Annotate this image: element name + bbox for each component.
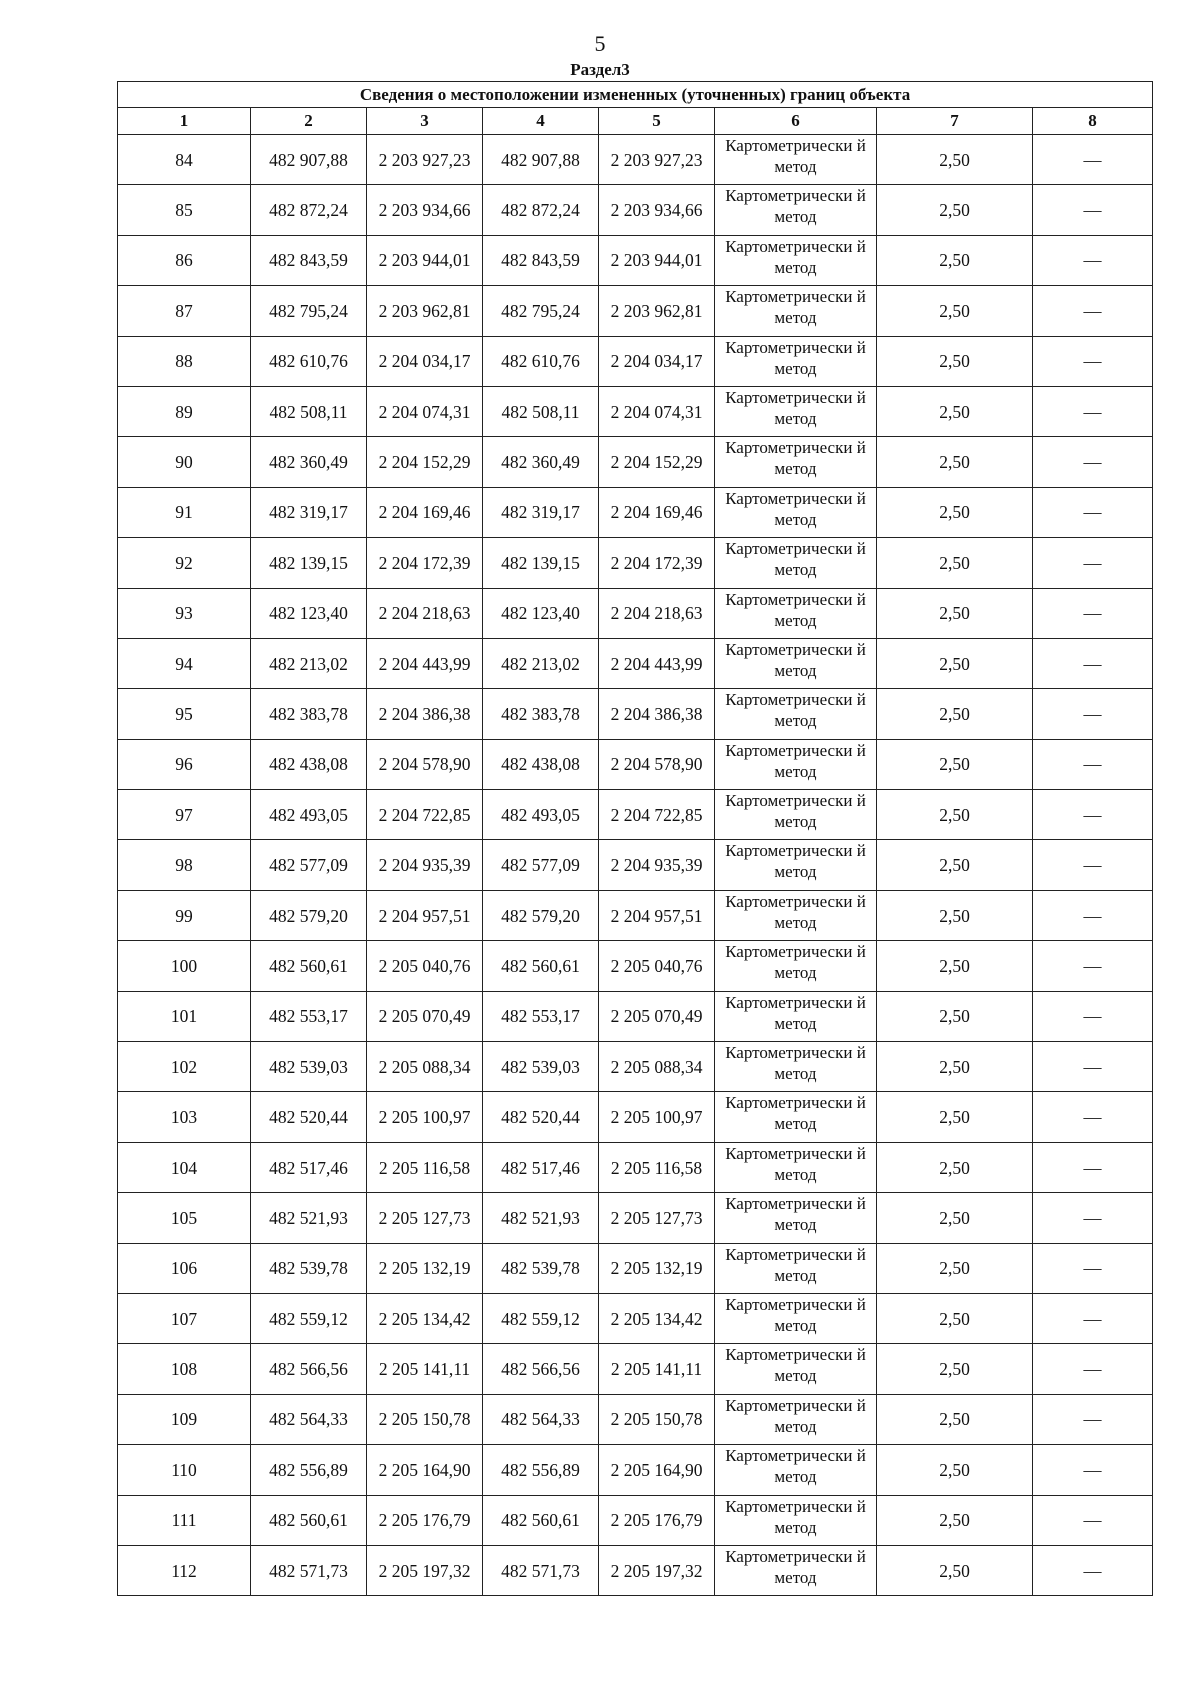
cell-point-number: 101 — [118, 991, 251, 1041]
table-row — [118, 1293, 1153, 1343]
table-row — [118, 1495, 1153, 1545]
cell-description: — — [1033, 185, 1153, 235]
cell-point-number: 102 — [118, 1042, 251, 1092]
cell-y-existing: 2 205 176,79 — [367, 1495, 483, 1545]
cell-point-number: 85 — [118, 185, 251, 235]
cell-accuracy: 2,50 — [877, 1495, 1033, 1545]
table-row — [118, 941, 1153, 991]
section-title: Раздел3 — [570, 60, 630, 79]
cell-y-new: 2 205 116,58 — [599, 1142, 715, 1192]
cell-x-existing: 482 508,11 — [251, 386, 367, 436]
cell-description: — — [1033, 638, 1153, 688]
cell-point-number: 106 — [118, 1243, 251, 1293]
cell-method: Картометрически й метод — [715, 235, 877, 285]
cell-x-existing: 482 517,46 — [251, 1142, 367, 1192]
cell-accuracy: 2,50 — [877, 588, 1033, 638]
cell-x-new: 482 383,78 — [483, 689, 599, 739]
table-row — [118, 135, 1153, 185]
cell-x-new: 482 560,61 — [483, 1495, 599, 1545]
cell-accuracy: 2,50 — [877, 386, 1033, 436]
cell-y-existing: 2 205 116,58 — [367, 1142, 483, 1192]
cell-description: — — [1033, 1042, 1153, 1092]
cell-x-existing: 482 907,88 — [251, 135, 367, 185]
table-row — [118, 1092, 1153, 1142]
cell-x-new: 482 520,44 — [483, 1092, 599, 1142]
cell-y-existing: 2 205 132,19 — [367, 1243, 483, 1293]
cell-method: Картометрически й метод — [715, 386, 877, 436]
cell-x-new: 482 521,93 — [483, 1193, 599, 1243]
cell-description: — — [1033, 588, 1153, 638]
cell-method: Картометрически й метод — [715, 437, 877, 487]
cell-accuracy: 2,50 — [877, 890, 1033, 940]
coordinates-table — [117, 81, 1153, 1596]
table-row — [118, 588, 1153, 638]
cell-x-existing: 482 383,78 — [251, 689, 367, 739]
cell-y-existing: 2 204 935,39 — [367, 840, 483, 890]
table-row — [118, 286, 1153, 336]
cell-method: Картометрически й метод — [715, 135, 877, 185]
cell-y-existing: 2 204 034,17 — [367, 336, 483, 386]
cell-x-new: 482 360,49 — [483, 437, 599, 487]
cell-x-existing: 482 559,12 — [251, 1293, 367, 1343]
cell-x-existing: 482 493,05 — [251, 790, 367, 840]
table-row — [118, 185, 1153, 235]
cell-description: — — [1033, 1344, 1153, 1394]
cell-x-new: 482 559,12 — [483, 1293, 599, 1343]
cell-x-existing: 482 795,24 — [251, 286, 367, 336]
cell-description: — — [1033, 739, 1153, 789]
cell-y-new: 2 205 197,32 — [599, 1545, 715, 1595]
cell-point-number: 108 — [118, 1344, 251, 1394]
table-row — [118, 840, 1153, 890]
cell-description: — — [1033, 689, 1153, 739]
cell-x-new: 482 553,17 — [483, 991, 599, 1041]
cell-point-number: 111 — [118, 1495, 251, 1545]
table-row — [118, 235, 1153, 285]
cell-y-new: 2 205 070,49 — [599, 991, 715, 1041]
cell-method: Картометрически й метод — [715, 1344, 877, 1394]
cell-method: Картометрически й метод — [715, 538, 877, 588]
column-header-7: 7 — [877, 108, 1033, 135]
cell-y-existing: 2 205 088,34 — [367, 1042, 483, 1092]
cell-accuracy: 2,50 — [877, 286, 1033, 336]
table-caption: Сведения о местоположении измененных (уточненных) границ объекта — [118, 82, 1153, 108]
cell-y-new: 2 204 386,38 — [599, 689, 715, 739]
cell-description: — — [1033, 336, 1153, 386]
table-row — [118, 739, 1153, 789]
cell-x-existing: 482 610,76 — [251, 336, 367, 386]
column-header-2: 2 — [251, 108, 367, 135]
cell-method: Картометрически й метод — [715, 1142, 877, 1192]
cell-description: — — [1033, 235, 1153, 285]
cell-y-new: 2 205 127,73 — [599, 1193, 715, 1243]
cell-accuracy: 2,50 — [877, 638, 1033, 688]
cell-point-number: 98 — [118, 840, 251, 890]
cell-y-existing: 2 203 927,23 — [367, 135, 483, 185]
table-row — [118, 1142, 1153, 1192]
cell-accuracy: 2,50 — [877, 1243, 1033, 1293]
cell-x-new: 482 843,59 — [483, 235, 599, 285]
cell-y-new: 2 204 218,63 — [599, 588, 715, 638]
cell-accuracy: 2,50 — [877, 840, 1033, 890]
cell-x-existing: 482 566,56 — [251, 1344, 367, 1394]
cell-accuracy: 2,50 — [877, 1445, 1033, 1495]
column-number-row — [118, 108, 1153, 135]
cell-accuracy: 2,50 — [877, 437, 1033, 487]
cell-x-existing: 482 123,40 — [251, 588, 367, 638]
cell-x-new: 482 539,03 — [483, 1042, 599, 1092]
cell-y-existing: 2 205 127,73 — [367, 1193, 483, 1243]
cell-accuracy: 2,50 — [877, 1394, 1033, 1444]
cell-x-new: 482 571,73 — [483, 1545, 599, 1595]
cell-y-new: 2 205 100,97 — [599, 1092, 715, 1142]
cell-x-existing: 482 560,61 — [251, 1495, 367, 1545]
cell-x-new: 482 517,46 — [483, 1142, 599, 1192]
cell-x-existing: 482 560,61 — [251, 941, 367, 991]
cell-description: — — [1033, 135, 1153, 185]
cell-description: — — [1033, 1142, 1153, 1192]
cell-point-number: 99 — [118, 890, 251, 940]
cell-x-existing: 482 564,33 — [251, 1394, 367, 1444]
table-row — [118, 1344, 1153, 1394]
cell-y-existing: 2 205 100,97 — [367, 1092, 483, 1142]
cell-point-number: 88 — [118, 336, 251, 386]
cell-point-number: 89 — [118, 386, 251, 436]
cell-description: — — [1033, 538, 1153, 588]
cell-x-existing: 482 539,78 — [251, 1243, 367, 1293]
cell-method: Картометрически й метод — [715, 336, 877, 386]
cell-point-number: 103 — [118, 1092, 251, 1142]
table-body — [118, 135, 1153, 1596]
cell-y-new: 2 205 040,76 — [599, 941, 715, 991]
cell-point-number: 92 — [118, 538, 251, 588]
column-header-6: 6 — [715, 108, 877, 135]
cell-x-new: 482 123,40 — [483, 588, 599, 638]
cell-accuracy: 2,50 — [877, 689, 1033, 739]
cell-x-existing: 482 553,17 — [251, 991, 367, 1041]
cell-method: Картометрически й метод — [715, 1243, 877, 1293]
cell-point-number: 109 — [118, 1394, 251, 1444]
cell-description: — — [1033, 386, 1153, 436]
cell-y-existing: 2 205 070,49 — [367, 991, 483, 1041]
table-row — [118, 991, 1153, 1041]
cell-x-existing: 482 139,15 — [251, 538, 367, 588]
cell-method: Картометрически й метод — [715, 588, 877, 638]
cell-point-number: 97 — [118, 790, 251, 840]
cell-y-new: 2 203 944,01 — [599, 235, 715, 285]
cell-x-new: 482 438,08 — [483, 739, 599, 789]
column-header-1: 1 — [118, 108, 251, 135]
cell-x-new: 482 566,56 — [483, 1344, 599, 1394]
cell-method: Картометрически й метод — [715, 1092, 877, 1142]
cell-x-existing: 482 438,08 — [251, 739, 367, 789]
cell-description: — — [1033, 1394, 1153, 1444]
table-row — [118, 1243, 1153, 1293]
cell-y-existing: 2 204 386,38 — [367, 689, 483, 739]
cell-point-number: 112 — [118, 1545, 251, 1595]
cell-y-new: 2 204 034,17 — [599, 336, 715, 386]
cell-y-new: 2 204 443,99 — [599, 638, 715, 688]
cell-y-existing: 2 205 040,76 — [367, 941, 483, 991]
cell-y-existing: 2 204 443,99 — [367, 638, 483, 688]
cell-accuracy: 2,50 — [877, 336, 1033, 386]
cell-point-number: 84 — [118, 135, 251, 185]
cell-method: Картометрически й метод — [715, 286, 877, 336]
cell-y-existing: 2 205 164,90 — [367, 1445, 483, 1495]
cell-method: Картометрически й метод — [715, 1394, 877, 1444]
cell-x-existing: 482 213,02 — [251, 638, 367, 688]
cell-y-new: 2 204 172,39 — [599, 538, 715, 588]
cell-description: — — [1033, 840, 1153, 890]
cell-accuracy: 2,50 — [877, 1344, 1033, 1394]
cell-x-new: 482 564,33 — [483, 1394, 599, 1444]
cell-description: — — [1033, 1293, 1153, 1343]
cell-y-new: 2 204 152,29 — [599, 437, 715, 487]
cell-x-new: 482 610,76 — [483, 336, 599, 386]
cell-point-number: 93 — [118, 588, 251, 638]
cell-accuracy: 2,50 — [877, 1193, 1033, 1243]
cell-y-existing: 2 204 578,90 — [367, 739, 483, 789]
cell-x-new: 482 139,15 — [483, 538, 599, 588]
cell-y-new: 2 203 934,66 — [599, 185, 715, 235]
cell-x-new: 482 579,20 — [483, 890, 599, 940]
cell-description: — — [1033, 1243, 1153, 1293]
cell-x-existing: 482 520,44 — [251, 1092, 367, 1142]
table-row — [118, 1042, 1153, 1092]
cell-y-new: 2 205 088,34 — [599, 1042, 715, 1092]
cell-description: — — [1033, 1092, 1153, 1142]
cell-method: Картометрически й метод — [715, 941, 877, 991]
cell-point-number: 87 — [118, 286, 251, 336]
table-row — [118, 689, 1153, 739]
cell-y-existing: 2 203 934,66 — [367, 185, 483, 235]
cell-method: Картометрически й метод — [715, 739, 877, 789]
table-row — [118, 1193, 1153, 1243]
cell-y-existing: 2 205 150,78 — [367, 1394, 483, 1444]
cell-y-existing: 2 204 074,31 — [367, 386, 483, 436]
table-row — [118, 1394, 1153, 1444]
cell-method: Картометрически й метод — [715, 1545, 877, 1595]
cell-x-new: 482 872,24 — [483, 185, 599, 235]
column-header-5: 5 — [599, 108, 715, 135]
cell-x-existing: 482 319,17 — [251, 487, 367, 537]
cell-y-new: 2 203 962,81 — [599, 286, 715, 336]
cell-y-existing: 2 205 134,42 — [367, 1293, 483, 1343]
cell-x-existing: 482 872,24 — [251, 185, 367, 235]
cell-x-existing: 482 577,09 — [251, 840, 367, 890]
cell-y-new: 2 204 169,46 — [599, 487, 715, 537]
cell-y-existing: 2 204 722,85 — [367, 790, 483, 840]
cell-point-number: 104 — [118, 1142, 251, 1192]
cell-y-existing: 2 204 172,39 — [367, 538, 483, 588]
cell-method: Картометрически й метод — [715, 1445, 877, 1495]
cell-y-new: 2 204 935,39 — [599, 840, 715, 890]
cell-method: Картометрически й метод — [715, 1293, 877, 1343]
cell-y-new: 2 205 132,19 — [599, 1243, 715, 1293]
cell-description: — — [1033, 941, 1153, 991]
cell-method: Картометрически й метод — [715, 840, 877, 890]
table-row — [118, 1445, 1153, 1495]
cell-y-existing: 2 203 944,01 — [367, 235, 483, 285]
column-header-4: 4 — [483, 108, 599, 135]
cell-accuracy: 2,50 — [877, 185, 1033, 235]
cell-description: — — [1033, 286, 1153, 336]
cell-x-existing: 482 521,93 — [251, 1193, 367, 1243]
table-row — [118, 538, 1153, 588]
cell-y-existing: 2 204 152,29 — [367, 437, 483, 487]
cell-method: Картометрически й метод — [715, 890, 877, 940]
cell-accuracy: 2,50 — [877, 991, 1033, 1041]
cell-description: — — [1033, 991, 1153, 1041]
cell-x-existing: 482 571,73 — [251, 1545, 367, 1595]
cell-y-existing: 2 204 218,63 — [367, 588, 483, 638]
cell-y-new: 2 203 927,23 — [599, 135, 715, 185]
cell-y-new: 2 204 074,31 — [599, 386, 715, 436]
cell-point-number: 95 — [118, 689, 251, 739]
cell-x-new: 482 560,61 — [483, 941, 599, 991]
cell-method: Картометрически й метод — [715, 1193, 877, 1243]
column-header-3: 3 — [367, 108, 483, 135]
cell-accuracy: 2,50 — [877, 135, 1033, 185]
cell-accuracy: 2,50 — [877, 487, 1033, 537]
cell-description: — — [1033, 1193, 1153, 1243]
cell-x-new: 482 493,05 — [483, 790, 599, 840]
cell-accuracy: 2,50 — [877, 1545, 1033, 1595]
cell-accuracy: 2,50 — [877, 538, 1033, 588]
cell-accuracy: 2,50 — [877, 1092, 1033, 1142]
cell-accuracy: 2,50 — [877, 739, 1033, 789]
table-row — [118, 487, 1153, 537]
cell-x-new: 482 213,02 — [483, 638, 599, 688]
cell-y-new: 2 205 141,11 — [599, 1344, 715, 1394]
cell-accuracy: 2,50 — [877, 235, 1033, 285]
cell-y-new: 2 205 164,90 — [599, 1445, 715, 1495]
cell-x-new: 482 795,24 — [483, 286, 599, 336]
cell-description: — — [1033, 487, 1153, 537]
cell-x-new: 482 508,11 — [483, 386, 599, 436]
column-header-8: 8 — [1033, 108, 1153, 135]
cell-y-new: 2 204 957,51 — [599, 890, 715, 940]
cell-y-existing: 2 203 962,81 — [367, 286, 483, 336]
cell-x-existing: 482 556,89 — [251, 1445, 367, 1495]
cell-description: — — [1033, 1495, 1153, 1545]
cell-point-number: 94 — [118, 638, 251, 688]
cell-point-number: 110 — [118, 1445, 251, 1495]
cell-y-existing: 2 204 957,51 — [367, 890, 483, 940]
cell-point-number: 91 — [118, 487, 251, 537]
cell-method: Картометрически й метод — [715, 1042, 877, 1092]
cell-y-new: 2 204 722,85 — [599, 790, 715, 840]
cell-point-number: 105 — [118, 1193, 251, 1243]
cell-description: — — [1033, 790, 1153, 840]
cell-accuracy: 2,50 — [877, 1042, 1033, 1092]
cell-point-number: 86 — [118, 235, 251, 285]
table-row — [118, 790, 1153, 840]
cell-x-new: 482 539,78 — [483, 1243, 599, 1293]
cell-x-existing: 482 360,49 — [251, 437, 367, 487]
cell-accuracy: 2,50 — [877, 1142, 1033, 1192]
cell-y-new: 2 205 134,42 — [599, 1293, 715, 1343]
cell-y-existing: 2 205 197,32 — [367, 1545, 483, 1595]
cell-y-new: 2 205 150,78 — [599, 1394, 715, 1444]
cell-description: — — [1033, 1445, 1153, 1495]
table-row — [118, 638, 1153, 688]
cell-accuracy: 2,50 — [877, 941, 1033, 991]
cell-accuracy: 2,50 — [877, 1293, 1033, 1343]
cell-x-new: 482 319,17 — [483, 487, 599, 537]
cell-point-number: 107 — [118, 1293, 251, 1343]
cell-y-new: 2 204 578,90 — [599, 739, 715, 789]
cell-x-new: 482 577,09 — [483, 840, 599, 890]
cell-x-existing: 482 843,59 — [251, 235, 367, 285]
cell-method: Картометрически й метод — [715, 689, 877, 739]
cell-x-new: 482 907,88 — [483, 135, 599, 185]
cell-y-existing: 2 205 141,11 — [367, 1344, 483, 1394]
cell-y-new: 2 205 176,79 — [599, 1495, 715, 1545]
cell-x-existing: 482 539,03 — [251, 1042, 367, 1092]
table-row — [118, 1545, 1153, 1595]
cell-point-number: 96 — [118, 739, 251, 789]
cell-method: Картометрически й метод — [715, 487, 877, 537]
cell-point-number: 100 — [118, 941, 251, 991]
cell-accuracy: 2,50 — [877, 790, 1033, 840]
cell-method: Картометрически й метод — [715, 1495, 877, 1545]
table-row — [118, 386, 1153, 436]
cell-x-existing: 482 579,20 — [251, 890, 367, 940]
cell-method: Картометрически й метод — [715, 991, 877, 1041]
cell-method: Картометрически й метод — [715, 185, 877, 235]
cell-point-number: 90 — [118, 437, 251, 487]
cell-method: Картометрически й метод — [715, 790, 877, 840]
table-row — [118, 437, 1153, 487]
cell-method: Картометрически й метод — [715, 638, 877, 688]
cell-y-existing: 2 204 169,46 — [367, 487, 483, 537]
cell-x-new: 482 556,89 — [483, 1445, 599, 1495]
cell-description: — — [1033, 890, 1153, 940]
table-row — [118, 890, 1153, 940]
cell-description: — — [1033, 437, 1153, 487]
cell-description: — — [1033, 1545, 1153, 1595]
table-row — [118, 336, 1153, 386]
page-number: 5 — [594, 31, 606, 56]
